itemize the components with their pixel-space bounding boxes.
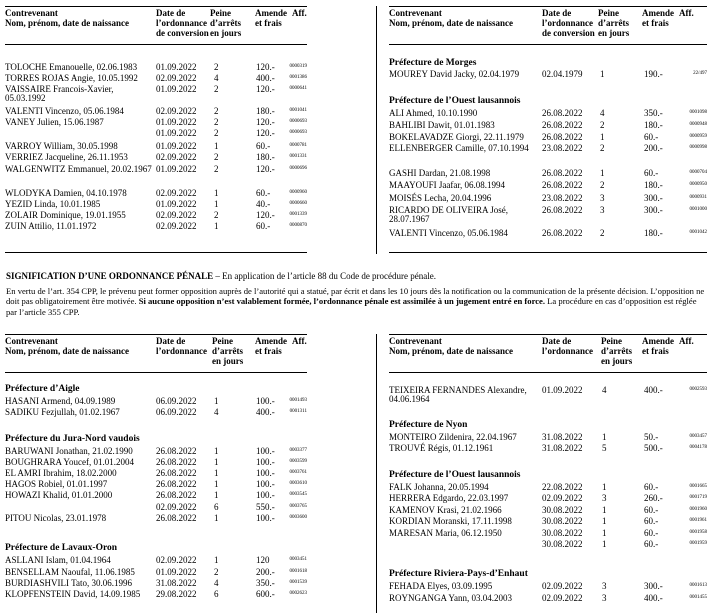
cell-name: HASANI Armend, 04.09.1989 [5,396,116,406]
cell-date: 22.08.2022 [542,482,583,492]
header-aff: Aff. [679,336,694,346]
cell-amende: 350.- [256,578,275,588]
cell-peine: 1 [214,141,219,151]
cell-date: 26.08.2022 [156,479,197,489]
cell-date: 02.04.1979 [542,69,583,79]
cell-date: 01.09.2022 [542,385,583,395]
cell-amende: 60.- [644,132,659,142]
cell-date: 01.09.2022 [156,141,197,151]
cell-amende: 100.- [256,490,275,500]
cell-peine: 6 [214,589,219,599]
cell-name: ZOLAIR Dominique, 19.01.1955 [5,210,126,220]
cell-name: VERRIEZ Jacqueline, 26.11.1953 [5,152,128,162]
cell-aff: 0001493 [289,398,307,403]
cell-aff: 0002623 [289,591,307,596]
cell-amende: 100.- [256,513,275,523]
cell-amende: 180.- [644,120,663,130]
cell-name: ALI Ahmed, 10.10.1990 [389,108,478,118]
cell-date: 31.08.2022 [542,443,583,453]
cell-date: 02.09.2022 [156,555,197,565]
top-left-table [5,6,307,254]
cell-peine: 2 [214,152,219,162]
cell-name: VALENTI Vincenzo, 05.06.1984 [389,228,508,238]
cell-name: MARESAN Maria, 06.12.1950 [389,528,502,538]
cell-amende: 400.- [644,385,663,395]
cell-amende: 300.- [644,193,663,203]
cell-date: 30.08.2022 [542,516,583,526]
cell-amende: 100.- [256,457,275,467]
cell-aff: 0001042 [689,230,707,235]
cell-peine: 1 [602,539,607,549]
cell-aff: 0001719 [689,495,707,500]
cell-name: TOLOCHE Emanouelle, 02.06.1983 [5,62,138,72]
cell-peine: 2 [214,567,219,577]
cell-aff: 22/497 [693,71,707,76]
cell-aff: 0001960 [689,507,707,512]
cell-name: FALK Johanna, 20.05.1994 [389,482,489,492]
cell-peine: 1 [602,505,607,515]
header-date: Date de l’ordonnance [542,336,594,356]
cell-peine: 1 [602,482,607,492]
cell-aff: 0003599 [289,459,307,464]
cell-date: 02.09.2022 [156,152,197,162]
cell-date: 26.08.2022 [542,120,583,130]
cell-date: 02.09.2022 [156,502,197,512]
cell-amende: 60.- [644,505,659,515]
cell-name: WLODYKA Damien, 04.10.1978 [5,188,127,198]
cell-peine: 3 [602,581,607,591]
cell-name: HAGOS Robiel, 01.01.1997 [5,479,108,489]
cell-name: VANEY Julien, 15.06.1987 [5,117,104,127]
cell-date: 01.09.2022 [156,84,197,94]
cell-amende: 120 [256,555,270,565]
cell-aff: 0000704 [689,170,707,175]
cell-peine: 4 [214,578,219,588]
top-right-table [389,6,707,254]
cell-name: VALENTI Vincenzo, 05.06.1984 [5,106,124,116]
cell-amende: 180.- [644,180,663,190]
cell-aff: 0001331 [289,154,307,159]
cell-aff: 0001386 [289,75,307,80]
cell-aff: 0000693 [289,119,307,124]
cell-peine: 2 [214,210,219,220]
cell-aff: 0000781 [289,143,307,148]
cell-amende: 120.- [256,164,275,174]
cell-peine: 6 [214,502,219,512]
header-date: Date de l’ordonnance de conversion [542,8,595,38]
cell-aff: 0000931 [689,195,707,200]
cell-date: 01.09.2022 [156,62,197,72]
cell-peine: 3 [602,493,607,503]
cell-aff: 0003765 [289,504,307,509]
cell-peine: 1 [214,513,219,523]
cell-peine: 3 [600,193,605,203]
cell-aff: 0004178 [689,445,707,450]
cell-date: 31.08.2022 [542,432,583,442]
cell-date: 29.08.2022 [156,589,197,599]
cell-name: BARUWANI Jonathan, 21.02.1990 [5,446,133,456]
cell-peine: 1 [214,479,219,489]
cell-amende: 60.- [644,539,659,549]
cell-aff: 0003545 [289,492,307,497]
cell-date: 01.09.2022 [156,128,197,138]
cell-peine: 4 [602,385,607,395]
section-title: Préfecture de l’Ouest lausannois [389,96,521,106]
cell-peine: 2 [600,143,605,153]
cell-amende: 40.- [256,199,271,209]
cell-peine: 3 [602,593,607,603]
cell-name: WALGENWITZ Emmanuel, 20.02.1967 [5,164,152,174]
header-aff: Aff. [292,336,307,346]
cell-aff: 0003600 [289,515,307,520]
cell-aff: 0000959 [689,134,707,139]
cell-amende: 550.- [256,502,275,512]
cell-name: VAISSAIRE Francois-Xavier, 05.03.1992 [5,84,114,103]
cell-peine: 2 [600,180,605,190]
cell-name: RICARDO DE OLIVEIRA José, 28.07.1967 [389,205,508,224]
cell-amende: 180.- [644,228,663,238]
cell-amende: 400.- [644,593,663,603]
cell-date: 02.09.2022 [156,188,197,198]
cell-name: YEZID Linda, 10.01.1985 [5,199,101,209]
cell-name: MAAYOUFI Jaafar, 06.08.1994 [389,180,506,190]
header-contrevenant: Contrevenant Nom, prénom, date de naissance [5,8,129,28]
cell-amende: 500.- [644,443,663,453]
cell-date: 02.09.2022 [156,106,197,116]
cell-name: MOISÉS Lecha, 20.04.1996 [389,193,492,203]
cell-date: 23.08.2022 [542,143,583,153]
cell-name: ZUIN Attilio, 11.01.1972 [5,221,97,231]
cell-aff: 0001959 [689,541,707,546]
cell-peine: 1 [214,446,219,456]
section-title: Préfecture de Nyon [389,420,468,430]
cell-amende: 100.- [256,468,275,478]
cell-aff: 0003377 [289,448,307,453]
header-aff: Aff. [292,8,307,18]
cell-date: 01.09.2022 [156,567,197,577]
cell-name: TORRES ROJAS Angie, 10.05.1992 [5,73,138,83]
cell-name: ELLENBERGER Camille, 07.10.1994 [389,143,529,153]
cell-amende: 350.- [644,108,663,118]
cell-amende: 60.- [256,188,271,198]
cell-name: KAMENOV Krasi, 21.02.1966 [389,505,502,515]
header-amende: Amende et frais [255,336,287,356]
cell-name: HOWAZI Khalid, 01.01.2000 [5,490,113,500]
cell-aff: 0003610 [289,481,307,486]
cell-aff: 0001041 [289,108,307,113]
cell-peine: 4 [214,73,219,83]
cell-peine: 4 [214,407,219,417]
cell-amende: 260.- [644,493,663,503]
cell-date: 23.08.2022 [542,193,583,203]
cell-peine: 1 [214,490,219,500]
cell-date: 26.08.2022 [542,108,583,118]
cell-peine: 3 [600,205,605,215]
header-contrevenant: Contrevenant Nom, prénom, date de naissance [389,336,513,356]
cell-amende: 180.- [256,152,275,162]
cell-aff: 0003457 [689,434,707,439]
cell-name: MOUREY David Jacky, 02.04.1979 [389,69,520,79]
cell-peine: 2 [214,128,219,138]
cell-peine: 1 [214,221,219,231]
cell-peine: 4 [600,108,605,118]
cell-amende: 120.- [256,84,275,94]
cell-amende: 400.- [256,407,275,417]
header-peine: Peine d’arrêts en jours [601,336,633,366]
cell-peine: 1 [600,168,605,178]
bottom-left-table [5,334,307,613]
cell-aff: 0001000 [689,207,707,212]
cell-aff: 0000696 [289,166,307,171]
cell-aff: 0001665 [689,484,707,489]
cell-aff: 0001613 [689,583,707,588]
cell-name: ROYNGANGA Yann, 03.04.2003 [389,593,513,603]
cell-peine: 2 [600,120,605,130]
cell-date: 26.08.2022 [156,490,197,500]
section-title: Préfecture Riviera-Pays-d’Enhaut [389,569,528,579]
cell-date: 01.09.2022 [156,164,197,174]
header-amende: Amende et frais [642,336,674,356]
cell-amende: 190.- [644,69,663,79]
cell-name: BAHLIBI Dawit, 01.01.1983 [389,120,495,130]
cell-date: 26.08.2022 [156,457,197,467]
cell-date: 30.08.2022 [542,528,583,538]
cell-amende: 60.- [256,141,271,151]
cell-aff: 0000660 [289,201,307,206]
cell-aff: 0000950 [689,182,707,187]
section-title: Préfecture d’Aigle [5,384,80,394]
cell-date: 26.08.2022 [542,205,583,215]
cell-date: 01.09.2022 [156,199,197,209]
cell-peine: 1 [214,555,219,565]
header-aff: Aff. [679,8,694,18]
cell-name: HERRERA Edgardo, 22.03.1997 [389,493,509,503]
cell-date: 26.08.2022 [156,513,197,523]
cell-amende: 120.- [256,117,275,127]
cell-date: 01.09.2022 [156,117,197,127]
cell-name: SADIKU Fezjullah, 01.02.1967 [5,407,120,417]
cell-aff: 0001539 [289,580,307,585]
cell-peine: 2 [214,117,219,127]
cell-amende: 300.- [644,205,663,215]
cell-peine: 1 [602,432,607,442]
header-peine: Peine d’arrêts en jours [598,8,630,38]
cell-peine: 1 [600,132,605,142]
cell-amende: 300.- [644,581,663,591]
header-contrevenant: Contrevenant Nom, prénom, date de naissance [389,8,513,28]
cell-peine: 2 [214,106,219,116]
cell-peine: 1 [214,468,219,478]
section-title: Préfecture de l’Ouest lausannois [389,470,521,480]
cell-date: 06.09.2022 [156,396,197,406]
cell-aff: 0003451 [289,557,307,562]
header-contrevenant: Contrevenant Nom, prénom, date de naissance [5,336,129,356]
signification-paragraph: En vertu de l’art. 354 CPP, le prévenu peut former opposition auprès de l’autorité qui a statué, par écrit et dans les 10 jours dès la notification ou la communication de la présente décision. L’opposition ne doit pas obligatoirement être motivée. Si aucune opposition n’est valablement formée, l’ordonnance pénale est assimilée à un jugement entré en force. La procédure en cas d’opposition est réglée par l’article 355 CPP. [6,286,705,317]
cell-amende: 120.- [256,210,275,220]
signification-title: SIGNIFICATION D’UNE ORDONNANCE PÉNALE – En application de l’article 88 du Code de procédure pénale. [6,271,437,281]
cell-date: 26.08.2022 [542,180,583,190]
cell-date: 26.08.2022 [156,468,197,478]
cell-aff: 0003761 [289,470,307,475]
cell-amende: 60.- [256,221,271,231]
cell-name: BENSELLAM Naoufal, 11.06.1985 [5,567,135,577]
cell-aff: 0000998 [689,145,707,150]
cell-amende: 50.- [644,432,659,442]
section-title: Préfecture de Lavaux-Oron [5,543,118,553]
cell-date: 02.09.2022 [542,493,583,503]
cell-aff: 0000319 [289,64,307,69]
cell-aff: 0000693 [289,130,307,135]
cell-name: TEIXEIRA FERNANDES Alexandre, 04.06.1964 [389,385,527,404]
cell-peine: 1 [602,528,607,538]
cell-date: 06.09.2022 [156,407,197,417]
cell-peine: 5 [602,443,607,453]
cell-name: VARROY William, 30.05.1998 [5,141,118,151]
cell-amende: 60.- [644,516,659,526]
cell-date: 30.08.2022 [542,505,583,515]
cell-date: 02.09.2022 [542,581,583,591]
cell-aff: 0001961 [689,518,707,523]
cell-aff: 0001339 [289,212,307,217]
header-peine: Peine d’arrêts en jours [210,8,242,38]
cell-date: 02.09.2022 [156,73,197,83]
cell-amende: 120.- [256,62,275,72]
cell-aff: 0000641 [289,86,307,91]
cell-name: BURDIASHVILI Tato, 30.06.1996 [5,578,132,588]
bottom-right-table [389,334,707,613]
cell-aff: 0000948 [689,122,707,127]
cell-name: FEHADA Elyes, 03.09.1995 [389,581,493,591]
cell-aff: 0001311 [289,409,307,414]
cell-peine: 1 [600,69,605,79]
section-title: Préfecture du Jura-Nord vaudois [5,434,140,444]
cell-aff: 0001618 [289,569,307,574]
cell-name: BOUGHRARA Youcef, 01.01.2004 [5,457,135,467]
cell-date: 02.09.2022 [542,593,583,603]
cell-aff: 0001098 [689,110,707,115]
cell-date: 26.08.2022 [156,446,197,456]
cell-amende: 180.- [256,106,275,116]
cell-peine: 2 [214,84,219,94]
cell-name: ASLLANI Islam, 01.04.1964 [5,555,111,565]
cell-amende: 100.- [256,396,275,406]
cell-amende: 100.- [256,446,275,456]
cell-amende: 200.- [644,143,663,153]
header-amende: Amende et frais [255,8,287,28]
cell-peine: 2 [600,228,605,238]
header-date: Date de l’ordonnance [156,336,208,356]
cell-date: 31.08.2022 [156,578,197,588]
cell-name: PITOU Nicolas, 23.01.1978 [5,513,107,523]
cell-date: 02.09.2022 [156,221,197,231]
cell-aff: 0000960 [289,190,307,195]
cell-amende: 400.- [256,73,275,83]
cell-amende: 100.- [256,479,275,489]
cell-aff: 0001958 [689,530,707,535]
cell-aff: 0001455 [689,595,707,600]
cell-name: KORDIAN Moranski, 17.11.1998 [389,516,512,526]
cell-date: 02.09.2022 [156,210,197,220]
cell-peine: 1 [214,396,219,406]
cell-name: KLOPFENSTEIN David, 14.09.1985 [5,589,141,599]
cell-name: TROUVÉ Régis, 01.12.1961 [389,443,494,453]
cell-name: BOKELAVADZE Giorgi, 22.11.1979 [389,132,524,142]
cell-amende: 120.- [256,128,275,138]
cell-peine: 2 [214,62,219,72]
cell-name: EL AMRI Ibrahim, 18.02.2000 [5,468,117,478]
cell-peine: 1 [602,516,607,526]
cell-peine: 1 [214,457,219,467]
cell-date: 26.08.2022 [542,228,583,238]
cell-amende: 60.- [644,482,659,492]
cell-name: MONTEIRO Zildenira, 22.04.1967 [389,432,517,442]
cell-peine: 2 [214,164,219,174]
section-title: Préfecture de Morges [389,58,477,68]
cell-date: 26.08.2022 [542,132,583,142]
cell-amende: 600.- [256,589,275,599]
header-date: Date de l’ordonnance de conversion [156,8,209,38]
cell-amende: 200.- [256,567,275,577]
cell-amende: 60.- [644,528,659,538]
cell-aff: 0002593 [689,387,707,392]
header-amende: Amende et frais [642,8,674,28]
cell-amende: 60.- [644,168,659,178]
header-peine: Peine d’arrêts en jours [212,336,244,366]
cell-name: GASHI Dardan, 21.08.1998 [389,168,491,178]
cell-peine: 1 [214,199,219,209]
cell-aff: 0000870 [289,223,307,228]
cell-peine: 1 [214,188,219,198]
cell-date: 26.08.2022 [542,168,583,178]
cell-date: 30.08.2022 [542,539,583,549]
